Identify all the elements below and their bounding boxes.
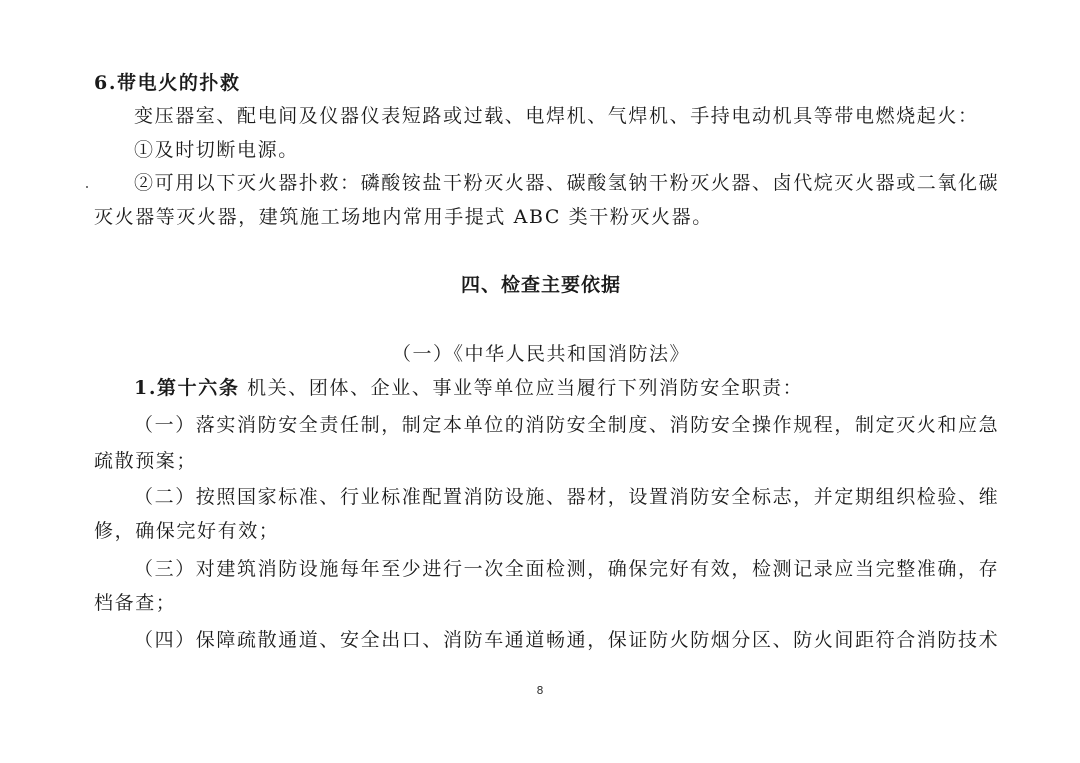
duty-3-line-1: （三）对建筑消防设施每年至少进行一次全面检测，确保完好有效，检测记录应当完整准确，存: [134, 558, 1000, 580]
duty-2-line-1: （二）按照国家标准、行业标准配置消防设施、器材，设置消防安全标志，并定期组织检验、维: [134, 486, 1000, 508]
list-item-1: ①及时切断电源。: [134, 139, 299, 161]
page-number: 8: [536, 684, 544, 697]
duty-2-line-2: 修，确保完好有效；: [94, 520, 280, 542]
article-16: [134, 371, 988, 405]
paragraph-6-line-1: 变压器室、配电间及仪器仪表短路或过载、电焊机、气焊机、手持电动机具等带电燃烧起火：: [134, 105, 979, 127]
article-text: 机关、团体、企业、事业等单位应当履行下列消防安全职责：: [239, 377, 804, 399]
duty-4-line-1: （四）保障疏散通道、安全出口、消防车通道畅通，保证防火防烟分区、防火间距符合消防技术: [134, 629, 1000, 651]
list-item-2-line-1: ②可用以下灭火器扑救：磷酸铵盐干粉灭火器、碳酸氢钠干粉灭火器、卤代烷灭火器或二氧化碳: [134, 172, 1000, 194]
law-title: （一）《中华人民共和国消防法》: [391, 343, 690, 365]
list-item-2-line-2: 灭火器等灭火器，建筑施工场地内常用手提式 ABC 类干粉灭火器。: [94, 206, 713, 228]
duty-1-line-2: 疏散预案；: [94, 450, 198, 472]
article-label: 1.第十六条: [134, 377, 240, 399]
duty-1-line-1: （一）落实消防安全责任制，制定本单位的消防安全制度、消防安全操作规程，制定灭火和应急: [134, 414, 1000, 436]
heading-6: 6.带电火的扑救: [94, 72, 241, 94]
section-4-title: 四、检查主要依据: [460, 274, 621, 296]
duty-3-line-2: 档备查；: [94, 592, 177, 614]
scan-speck: [86, 186, 88, 188]
